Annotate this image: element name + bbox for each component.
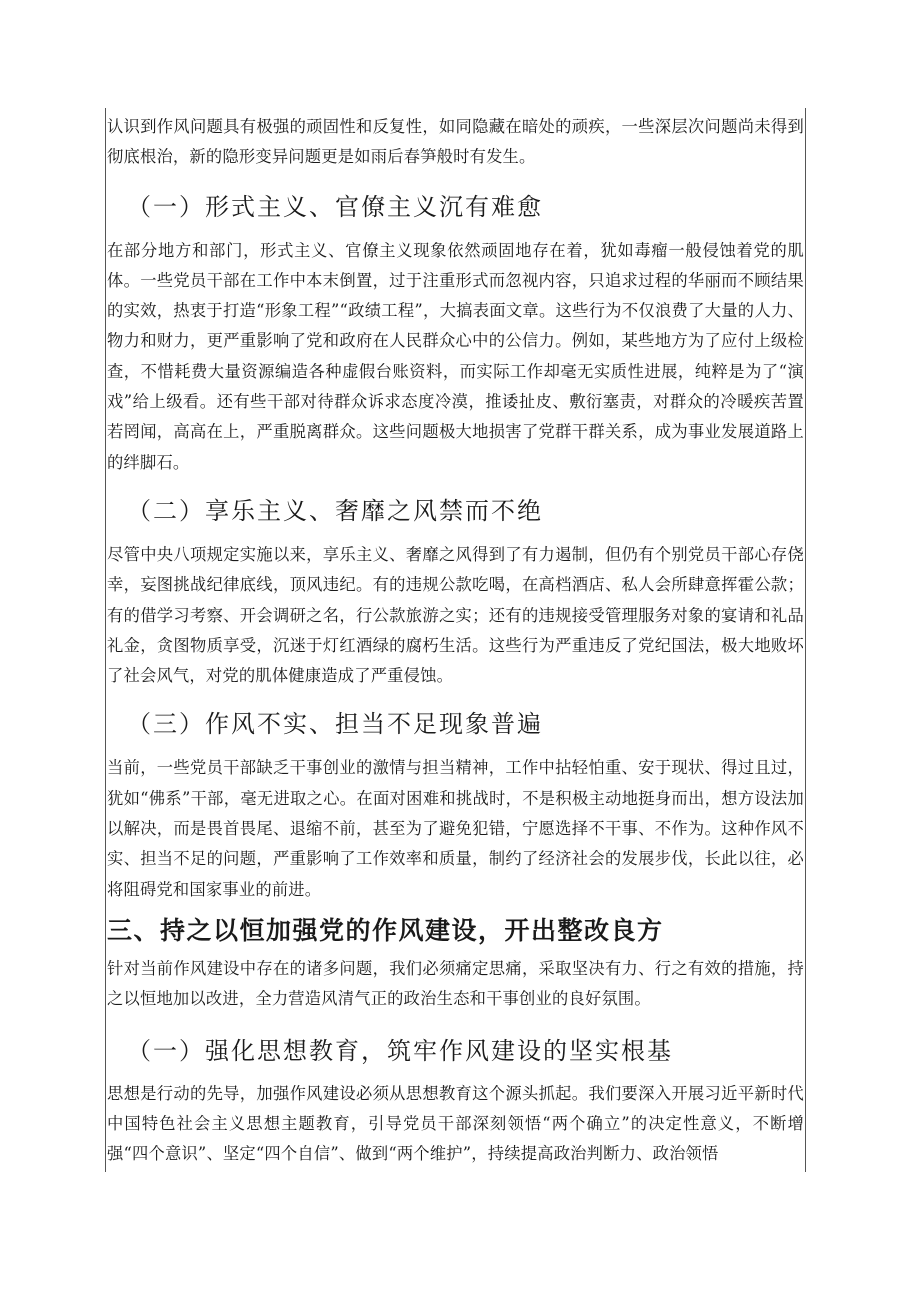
subheading-work-style: （三）作风不实、担当不足现象普遍 [127,710,543,739]
paragraph-intro: 认识到作风问题具有极强的顽固性和反复性，如同隐藏在暗处的顽疾，一些深层次问题尚未得到彻底根治，新的隐形变异问题更是如雨后春笋般时有发生。 [107,117,804,167]
paragraph-formalism: 在部分地方和部门，形式主义、官僚主义现象依然顽固地存在着，犹如毒瘤一般侵蚀着党的肌体。一些党员干部在工作中本末倒置，过于注重形式而忽视内容，只追求过程的华丽而不顾结果的实效，热衷于打造“形象工程”“政绩工程”，大搞表面文章。这些行为不仅浪费了大量的人力、物力和财力，更严重影响了党和政府在人民群众心中的公信力。例如，某些地方为了应付上级检查，不惜耗费大量资源编造各种虚假台账资料，而实际工作却毫无实质性进展，纯粹是为了“演戏”给上级看。还有些干部对待群众诉求态度冷漠，推诿扯皮、敷衍塞责，对群众的冷暖疾苦置若罔闻，高高在上，严重脱离群众。这些问题极大地损害了党群干群关系，成为事业发展道路上的绊脚石。 [107,240,804,472]
document-body [107,112,804,1169]
subheading-formalism: （一）形式主义、官僚主义沉有难愈 [127,192,543,221]
paragraph-hedonism: 尽管中央八项规定实施以来，享乐主义、奢靡之风得到了有力遏制，但仍有个别党员干部心存侥幸，妄图挑战纪律底线，顶风违纪。有的违规公款吃喝，在高档酒店、私人会所肆意挥霍公款；有的借学习考察、开会调研之名，行公款旅游之实；还有的违规接受管理服务对象的宴请和礼品礼金，贪图物质享受，沉迷于灯红酒绿的腐朽生活。这些行为严重违反了党纪国法，极大地败坏了社会风气，对党的肌体健康造成了严重侵蚀。 [107,544,804,686]
section-heading-three: 三、持之以恒加强党的作风建设，开出整改良方 [107,915,664,945]
paragraph-section-three-intro: 针对当前作风建设中存在的诸多问题，我们必须痛定思痛，采取坚决有力、行之有效的措施，持之以恒地加以改进，全力营造风清气正的政治生态和干事创业的良好氛围。 [107,958,804,1009]
paragraph-ideological-education: 思想是行动的先导，加强作风建设必须从思想教育这个源头抓起。我们要深入开展习近平新时代中国特色社会主义思想主题教育，引导党员干部深刻领悟“两个确立”的决定性意义，不断增强“四个意识”、坚定“四个自信”、做到“两个维护”，持续提高政治判断力、政治领悟 [107,1083,804,1164]
subheading-ideological-education: （一）强化思想教育，筑牢作风建设的坚实根基 [127,1036,673,1065]
paragraph-work-style: 当前，一些党员干部缺乏干事创业的激情与担当精神，工作中拈轻怕重、安于现状、得过且过，犹如“佛系”干部，毫无进取之心。在面对困难和挑战时，不是积极主动地挺身而出，想方设法加以解决，而是畏首畏尾、退缩不前，甚至为了避免犯错，宁愿选择不干事、不作为。这种作风不实、担当不足的问题，严重影响了工作效率和质量，制约了经济社会的发展步伐，长此以往，必将阻碍党和国家事业的前进。 [107,758,804,899]
subheading-hedonism: （二）享乐主义、奢靡之风禁而不绝 [127,496,543,525]
